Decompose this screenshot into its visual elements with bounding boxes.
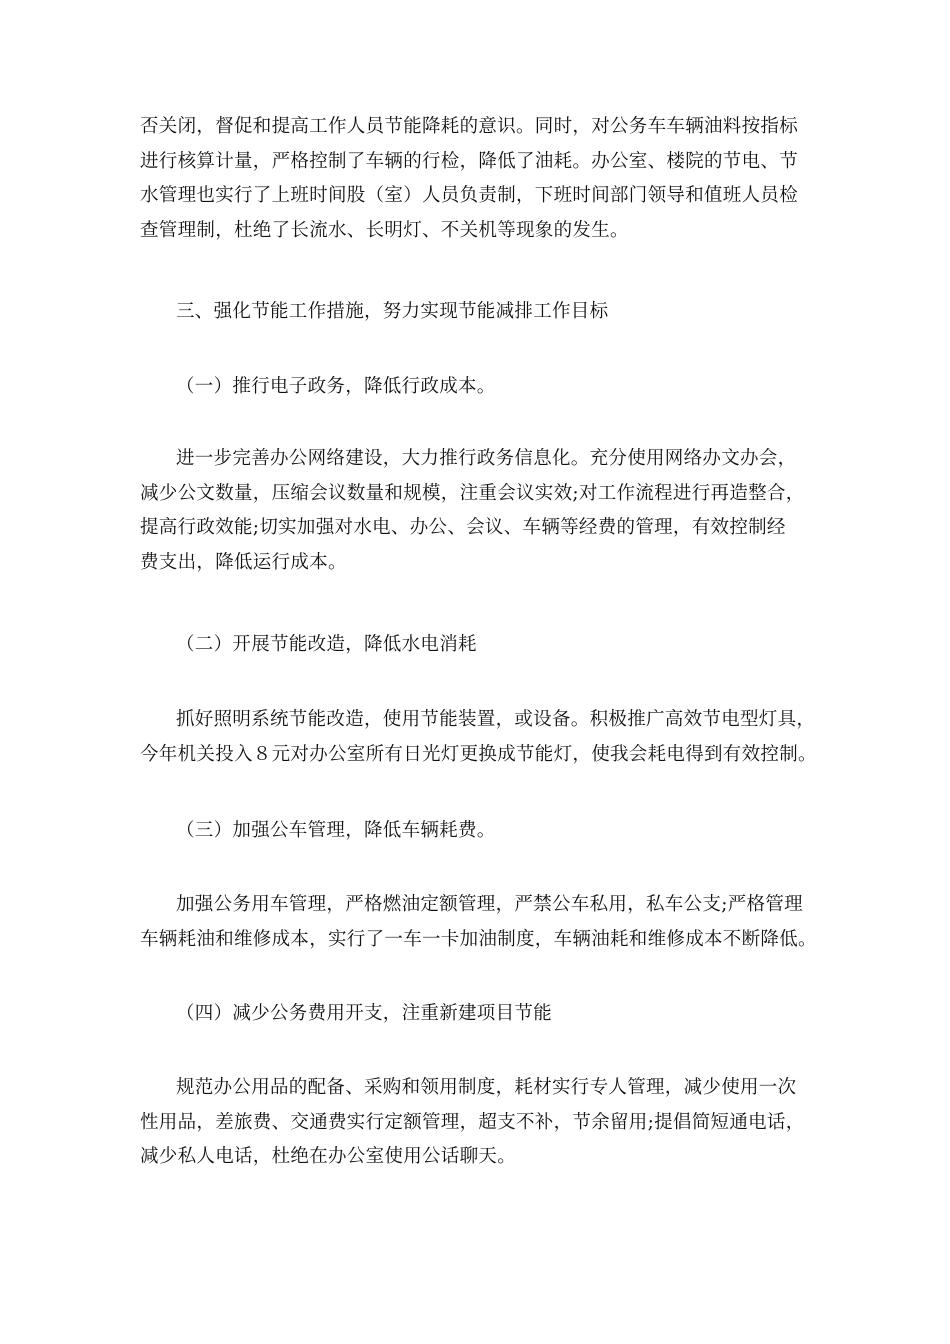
text-line: 提高行政效能;切实加强对水电、办公、会议、车辆等经费的管理，有效控制经	[140, 517, 786, 538]
paragraph-vehicle-management	[140, 888, 830, 957]
subsection-heading-4: （四）减少公务费用开支，注重新建项目节能	[176, 1003, 553, 1024]
text-line: 否关闭，督促和提高工作人员节能降耗的意识。同时，对公务车车辆油料按指标	[140, 116, 799, 137]
text-line: 查管理制，杜绝了长流水、长明灯、不关机等现象的发生。	[140, 219, 629, 241]
text-line: 性用品，差旅费、交通费实行定额管理，超支不补，节余留用;提倡简短通电话，	[140, 1111, 805, 1133]
text-line: 抓好照明系统节能改造，使用节能装置，或设备。积极推广高效节电型灯具，	[176, 709, 816, 730]
paragraph-office-supplies	[140, 1071, 830, 1175]
subsection-heading-1: （一）推行电子政务，降低行政成本。	[176, 376, 496, 397]
text-line: 费支出，降低运行成本。	[140, 551, 347, 573]
text-line: 加强公务用车管理，严格燃油定额管理，严禁公车私用，私车公支;严格管理	[176, 894, 803, 915]
text-line: 规范办公用品的配备、采购和领用制度，耗材实行专人管理，减少使用一次	[176, 1077, 797, 1098]
subsection-heading-3: （三）加强公车管理，降低车辆耗费。	[176, 820, 496, 841]
text-line: 进行核算计量，严格控制了车辆的行检，降低了油耗。办公室、楼院的节电、节	[140, 150, 799, 172]
paragraph-e-government	[140, 442, 830, 580]
text-line: 进一步完善办公网络建设，大力推行政务信息化。充分使用网络办文办会，	[176, 448, 797, 469]
paragraph-lighting-retrofit	[140, 703, 830, 772]
text-line: 减少公文数量，压缩会议数量和规模，注重会议实效;对工作流程进行再造整合，	[140, 482, 805, 504]
subsection-heading-2: （二）开展节能改造，降低水电消耗	[176, 634, 477, 655]
text-line: 今年机关投入８元对办公室所有日光灯更换成节能灯，使我会耗电得到有效控制。	[140, 743, 817, 765]
text-line: 车辆耗油和维修成本，实行了一车一卡加油制度，车辆油耗和维修成本不断降低。	[140, 928, 817, 950]
section-heading-3: 三、强化节能工作措施，努力实现节能减排工作目标	[176, 301, 609, 322]
text-line: 水管理也实行了上班时间股（室）人员负责制，下班时间部门领导和值班人员检	[140, 185, 799, 206]
paragraph-energy-awareness	[140, 110, 830, 248]
text-line: 减少私人电话，杜绝在办公室使用公话聊天。	[140, 1146, 517, 1167]
